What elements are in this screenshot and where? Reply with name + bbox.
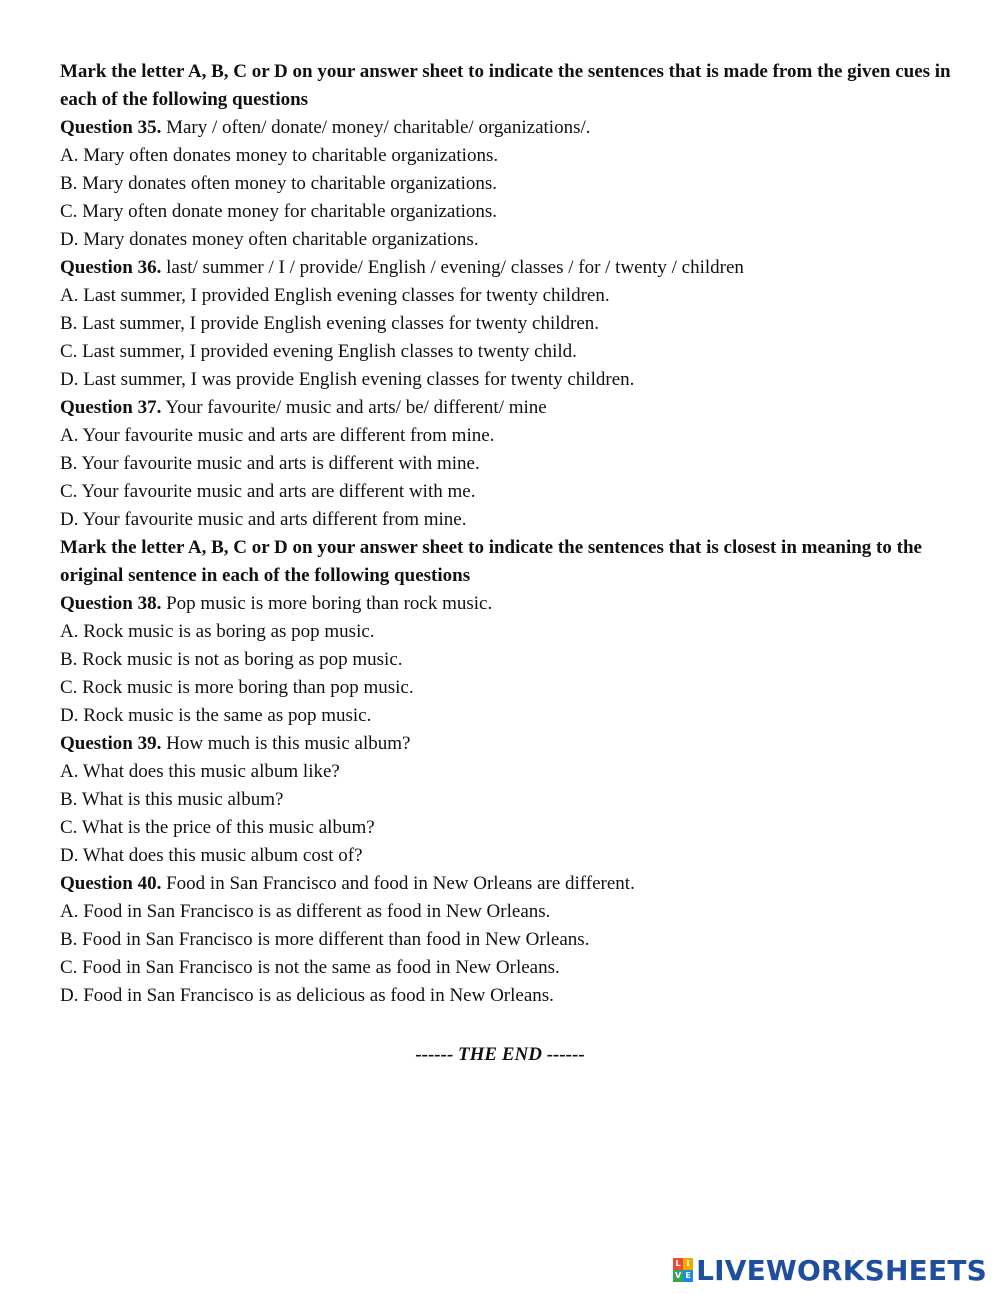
answer-option-b[interactable]: B. Food in San Francisco is more different than food in New Orleans. — [60, 929, 590, 950]
liveworksheets-logo-icon — [673, 1258, 693, 1282]
question-text: Your favourite/ music and arts/ be/ different/ mine — [165, 397, 547, 418]
question-text: Mary / often/ donate/ money/ charitable/ organizations/. — [166, 117, 591, 138]
liveworksheets-brand[interactable] — [673, 1255, 987, 1285]
section-instruction: Mark the letter A, B, C or D on your answer sheet to indicate the sentences that is made from the given cues in each of the following questions — [60, 61, 951, 110]
question-number: Question 36. — [60, 257, 162, 278]
question-38 — [60, 590, 960, 730]
brand-name: LIVEWORKSHEETS — [696, 1253, 987, 1287]
answer-option-d[interactable]: D. Mary donates money often charitable organizations. — [60, 229, 479, 250]
answer-option-a[interactable]: A. Rock music is as boring as pop music. — [60, 621, 375, 642]
answer-option-d[interactable]: D. Food in San Francisco is as delicious as food in New Orleans. — [60, 985, 554, 1006]
question-40 — [60, 870, 960, 1010]
answer-option-a[interactable]: A. What does this music album like? — [60, 761, 340, 782]
answer-option-c[interactable]: C. What is the price of this music album? — [60, 817, 375, 838]
answer-option-b[interactable]: B. What is this music album? — [60, 789, 284, 810]
question-stem — [60, 114, 960, 142]
question-stem — [60, 590, 960, 618]
the-end-label: ------ THE END ------ — [415, 1044, 585, 1065]
answer-option-c[interactable]: C. Mary often donate money for charitable organizations. — [60, 201, 498, 222]
answer-option-c[interactable]: C. Last summer, I provided evening English classes to twenty child. — [60, 341, 577, 362]
question-stem — [60, 254, 960, 282]
question-stem — [60, 730, 960, 758]
question-text: Food in San Francisco and food in New Orleans are different. — [166, 873, 635, 894]
section-instruction: Mark the letter A, B, C or D on your answer sheet to indicate the sentences that is closest in meaning to the original sentence in each of the following questions — [60, 537, 922, 586]
answer-option-b[interactable]: B. Last summer, I provide English evening classes for twenty children. — [60, 313, 600, 334]
question-stem — [60, 870, 960, 898]
answer-option-a[interactable]: A. Food in San Francisco is as different as food in New Orleans. — [60, 901, 551, 922]
question-text: last/ summer / I / provide/ English / evening/ classes / for / twenty / children — [166, 257, 744, 278]
answer-option-d[interactable]: D. Rock music is the same as pop music. — [60, 705, 372, 726]
question-35 — [60, 114, 960, 254]
question-37 — [60, 394, 960, 534]
logo-letter-i: I — [683, 1258, 693, 1270]
logo-letter-l: L — [673, 1258, 683, 1270]
answer-option-d[interactable]: D. Last summer, I was provide English evening classes for twenty children. — [60, 369, 635, 390]
question-39 — [60, 730, 960, 870]
answer-option-b[interactable]: B. Rock music is not as boring as pop music. — [60, 649, 403, 670]
answer-option-c[interactable]: C. Your favourite music and arts are different with me. — [60, 481, 476, 502]
question-number: Question 38. — [60, 593, 162, 614]
question-number: Question 35. — [60, 117, 162, 138]
answer-option-d[interactable]: D. What does this music album cost of? — [60, 845, 363, 866]
question-stem — [60, 394, 960, 422]
question-number: Question 37. — [60, 397, 162, 418]
answer-option-b[interactable]: B. Your favourite music and arts is different with mine. — [60, 453, 480, 474]
answer-option-b[interactable]: B. Mary donates often money to charitable organizations. — [60, 173, 498, 194]
logo-letter-v: V — [674, 1271, 682, 1280]
answer-option-a[interactable]: A. Mary often donates money to charitable organizations. — [60, 145, 499, 166]
question-36 — [60, 254, 960, 394]
answer-option-a[interactable]: A. Last summer, I provided English evening classes for twenty children. — [60, 285, 610, 306]
answer-option-c[interactable]: C. Food in San Francisco is not the same as food in New Orleans. — [60, 957, 560, 978]
question-number: Question 40. — [60, 873, 162, 894]
answer-option-d[interactable]: D. Your favourite music and arts different from mine. — [60, 509, 467, 530]
answer-option-c[interactable]: C. Rock music is more boring than pop music. — [60, 677, 414, 698]
question-number: Question 39. — [60, 733, 162, 754]
question-text: How much is this music album? — [166, 733, 411, 754]
logo-letter-e: E — [683, 1270, 693, 1282]
answer-option-a[interactable]: A. Your favourite music and arts are different from mine. — [60, 425, 495, 446]
question-text: Pop music is more boring than rock music. — [166, 593, 493, 614]
worksheet-page — [60, 58, 960, 1010]
